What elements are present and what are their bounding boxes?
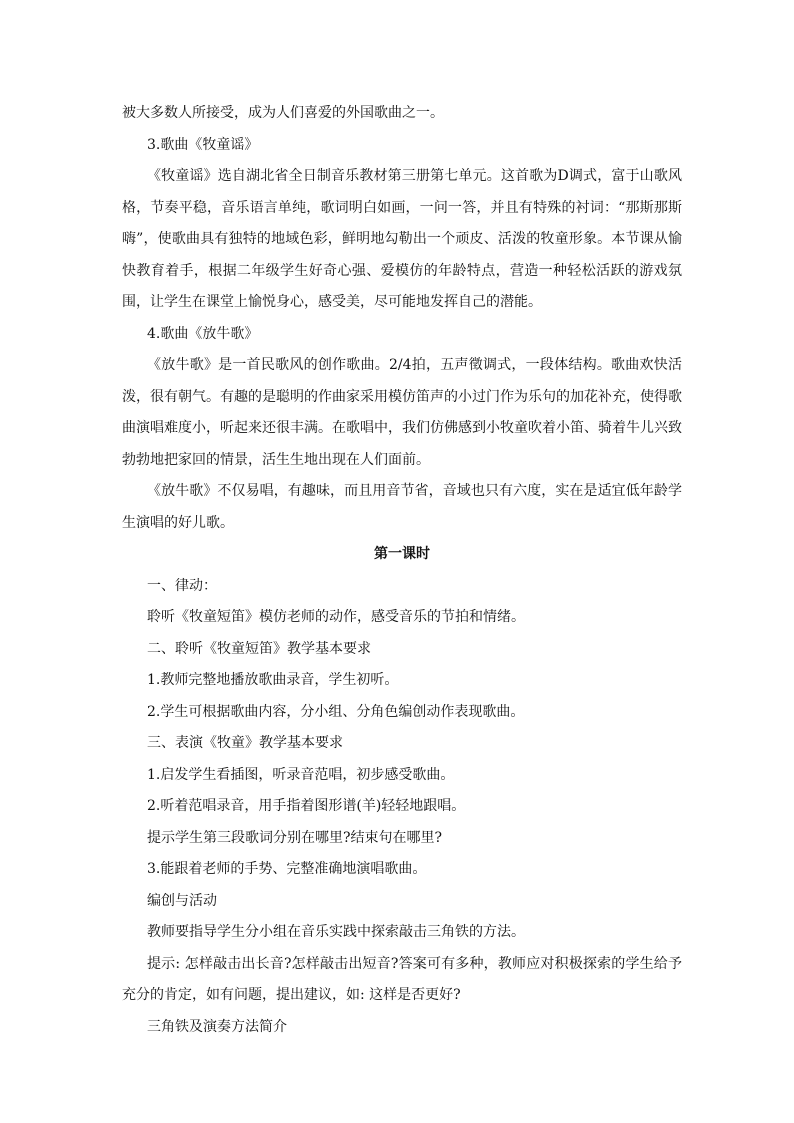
paragraph: 《放牛歌》不仅易唱，有趣味，而且用音节省，音域也只有六度，实在是适宜低年龄学生演唱的好儿歌。: [122, 483, 682, 531]
section-heading: 一、律动：: [147, 577, 217, 594]
section-heading: 三角铁及演奏方法简介: [147, 1018, 287, 1035]
paragraph: 聆听《牧童短笛》模仿老师的动作，感受音乐的节拍和情绪。: [147, 609, 525, 625]
paragraph: 《牧童谣》选自湖北省全日制音乐教材第三册第七单元。这首歌为D调式，富于山歌风格，节奏平稳，音乐语言单纯，歌词明白如画，一问一答，并且有特殊的衬词：“那斯那斯嗨”，使歌曲具有独特的地域色彩，鲜明地勾勒出一个顽皮、活泼的牧童形象。本节课从愉快教育着手，根据二年级学生好奇心强、爱模仿的年龄特点，营造一种轻松活跃的游戏氛围，让学生在课堂上愉悦身心，感受美，尽可能地发挥自己的潜能。: [122, 168, 682, 310]
list-item: 1.启发学生看插图，听录音范唱，初步感受歌曲。: [147, 766, 455, 783]
document-page: [122, 98, 682, 1043]
paragraph: 被大多数人所接受，成为人们喜爱的外国歌曲之一。: [122, 105, 444, 121]
paragraph: 《放牛歌》是一首民歌风的创作歌曲。2/4拍，五声徵调式，一段体结构。歌曲欢快活泼，很有朝气。有趣的是聪明的作曲家采用模仿笛声的小过门作为乐句的加花补充，使得歌曲演唱难度小，听起来还很丰满。在歌唱中，我们仿佛感到小牧童吹着小笛、骑着牛儿兴致勃勃地把家回的情景，活生生地出现在人们面前。: [122, 357, 682, 468]
section-heading: 4.歌曲《放牛歌》: [147, 325, 259, 342]
section-heading: 三、表演《牧童》教学基本要求: [147, 735, 343, 751]
section-heading: 二、聆听《牧童短笛》教学基本要求: [147, 640, 371, 657]
lesson-title: 第一课时: [374, 546, 430, 562]
list-item: 2.听着范唱录音，用手指着图形谱(羊)轻轻地跟唱。: [147, 798, 466, 814]
section-heading: 编创与活动: [147, 892, 217, 909]
list-item: 3.能跟着老师的手势、完整准确地演唱歌曲。: [147, 861, 427, 877]
section-heading: 3.歌曲《牧童谣》: [147, 136, 259, 153]
paragraph: 教师要指导学生分小组在音乐实践中探索敲击三角铁的方法。: [147, 924, 525, 940]
paragraph: 提示学生第三段歌词分别在哪里?结束句在哪里?: [147, 829, 443, 846]
paragraph: 提示: 怎样敲击出长音?怎样敲击出短音?答案可有多种，教师应对积极探索的学生给予充分的肯定，如有问题，提出建议，如: 这样是否更好?: [122, 955, 682, 1003]
list-item: 2.学生可根据歌曲内容，分小组、分角色编创动作表现歌曲。: [147, 703, 525, 720]
list-item: 1.教师完整地播放歌曲录音，学生初听。: [147, 672, 399, 688]
